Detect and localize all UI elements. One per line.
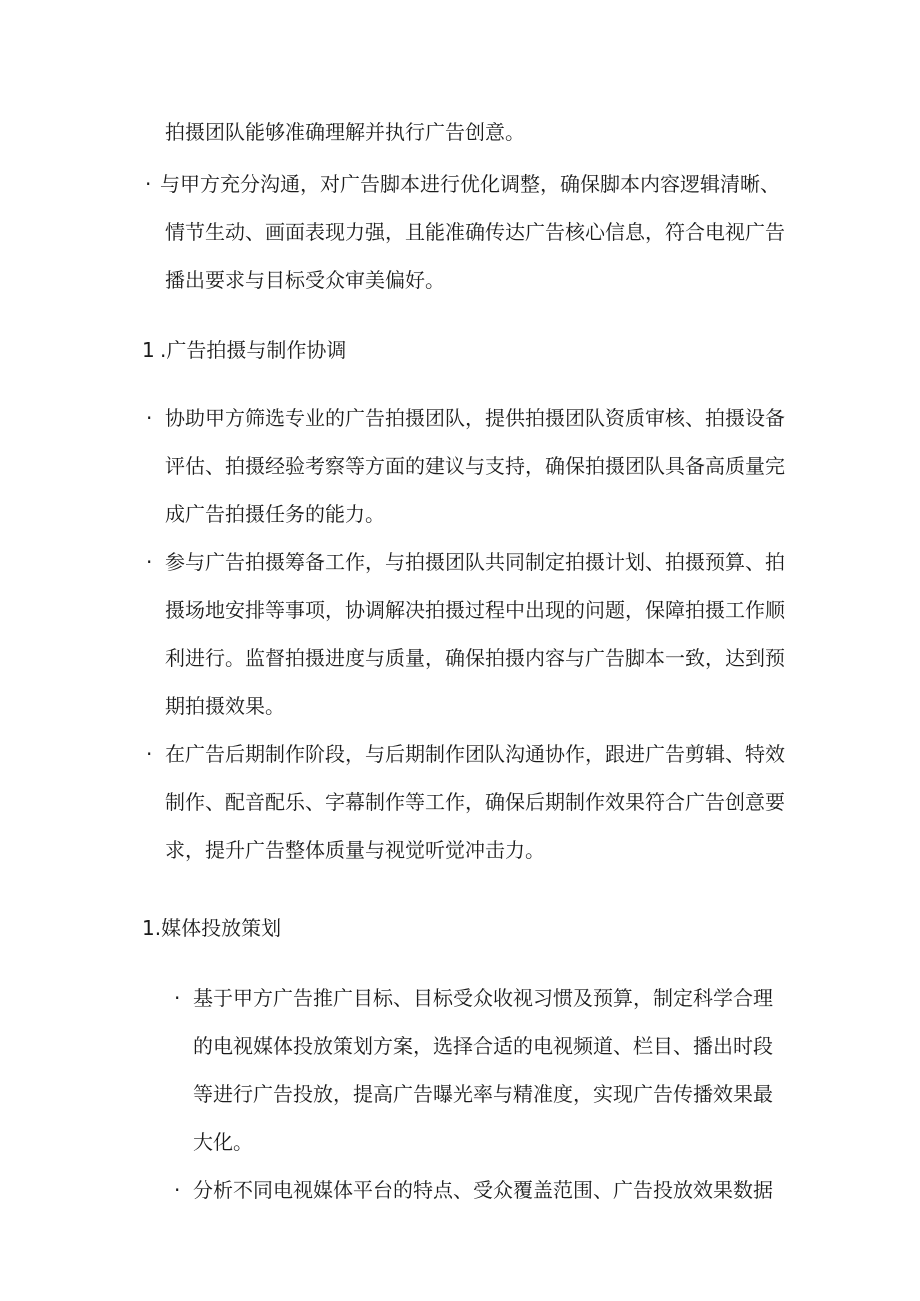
bullet-marker: · (174, 986, 181, 1010)
paragraph-line: 大化。 (193, 1130, 253, 1154)
section-heading: 1.媒体投放策划 (142, 916, 282, 940)
paragraph-line: 评估、拍摄经验考察等方面的建议与支持，确保拍摄团队具备高质量完 (165, 454, 785, 478)
bullet-marker: · (174, 1178, 181, 1202)
paragraph-line: 利进行。监督拍摄进度与质量，确保拍摄内容与广告脚本一致，达到预 (165, 646, 785, 670)
paragraph-line: 分析不同电视媒体平台的特点、受众覆盖范围、广告投放效果数据 (193, 1178, 773, 1202)
paragraph-line: 求，提升广告整体质量与视觉听觉冲击力。 (165, 838, 545, 862)
paragraph-line: 基于甲方广告推广目标、目标受众收视习惯及预算，制定科学合理 (193, 986, 773, 1010)
section-heading-number: 1 (142, 338, 155, 362)
paragraph-line: 协助甲方筛选专业的广告拍摄团队，提供拍摄团队资质审核、拍摄设备 (165, 406, 785, 430)
bullet-marker: · (146, 550, 153, 574)
paragraph-line: 等进行广告投放，提高广告曝光率与精准度，实现广告传播效果最 (193, 1082, 773, 1106)
bullet-marker: · (145, 172, 152, 196)
bullet-marker: · (146, 406, 153, 430)
paragraph-line: 成广告拍摄任务的能力。 (165, 502, 385, 526)
paragraph-line: 摄场地安排等事项，协调解决拍摄过程中出现的问题，保障拍摄工作顺 (165, 598, 785, 622)
paragraph-line: 参与广告拍摄筹备工作，与拍摄团队共同制定拍摄计划、拍摄预算、拍 (165, 550, 785, 574)
paragraph-line: 制作、配音配乐、字幕制作等工作，确保后期制作效果符合广告创意要 (165, 790, 785, 814)
paragraph-line: 情节生动、画面表现力强，且能准确传达广告核心信息，符合电视广告 (165, 220, 785, 244)
paragraph-line: 与甲方充分沟通，对广告脚本进行优化调整，确保脚本内容逻辑清晰、 (160, 172, 780, 196)
bullet-marker: · (146, 742, 153, 766)
paragraph-line: 播出要求与目标受众审美偏好。 (165, 268, 445, 292)
paragraph-line: 在广告后期制作阶段，与后期制作团队沟通协作，跟进广告剪辑、特效 (165, 742, 785, 766)
paragraph-line: 的电视媒体投放策划方案，选择合适的电视频道、栏目、播出时段 (193, 1034, 773, 1058)
section-heading: .广告拍摄与制作协调 (160, 338, 347, 362)
paragraph-line: 期拍摄效果。 (165, 694, 285, 718)
continuation-line: 拍摄团队能够准确理解并执行广告创意。 (165, 120, 525, 144)
